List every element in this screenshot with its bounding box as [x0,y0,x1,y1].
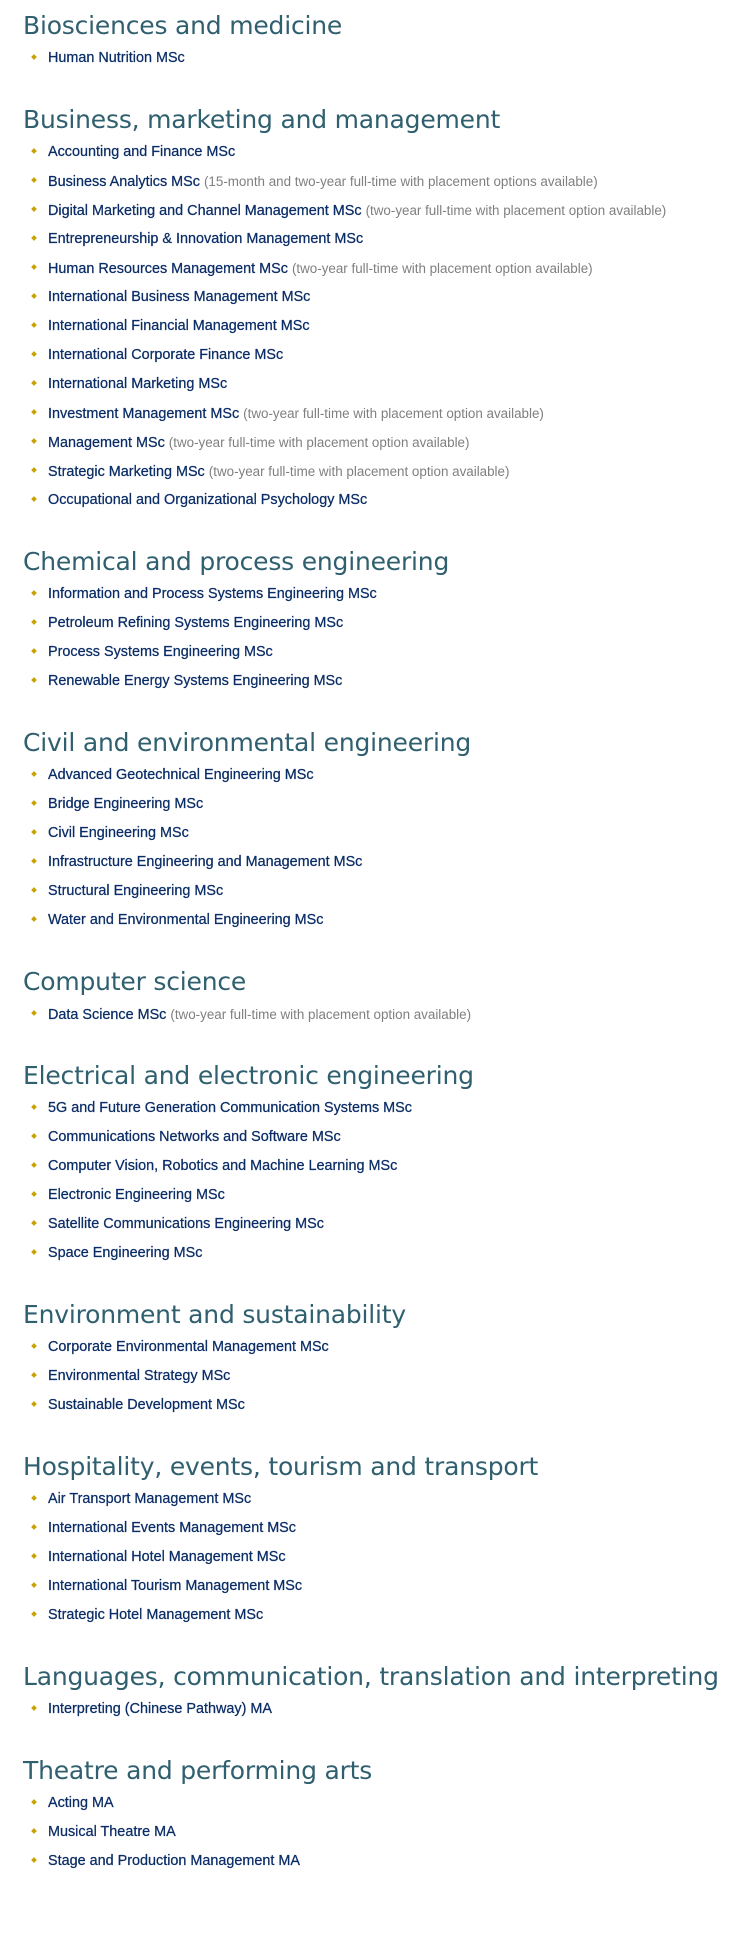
course-list-item [23,1514,755,1543]
course-list-item [23,1847,755,1876]
diamond-bullet-icon [31,1553,37,1559]
course-link[interactable]: Management MSc [48,435,165,451]
subject-section [23,8,755,73]
diamond-bullet-icon [31,916,37,922]
course-link[interactable]: Infrastructure Engineering and Management MSc [48,854,363,870]
course-list-item [23,877,755,906]
course-note: (two-year full-time with placement option available) [170,1007,472,1022]
course-list-item [23,1572,755,1601]
course-link[interactable]: Computer Vision, Robotics and Machine Learning MSc [48,1158,398,1174]
diamond-bullet-icon [31,467,37,473]
course-note: (two-year full-time with placement option available) [365,203,667,218]
course-list [23,1094,755,1268]
course-list-item [23,848,755,877]
diamond-bullet-icon [31,380,37,386]
diamond-bullet-icon [31,1133,37,1139]
course-list [23,761,755,935]
course-link[interactable]: Satellite Communications Engineering MSc [48,1216,324,1232]
course-link[interactable]: Data Science MSc [48,1007,167,1023]
course-list-item [23,1391,755,1420]
section-heading: Environment and sustainability [23,1300,406,1329]
course-link[interactable]: Communications Networks and Software MSc [48,1129,341,1145]
course-link[interactable]: International Tourism Management MSc [48,1578,303,1594]
course-link[interactable]: Digital Marketing and Channel Management MSc [48,203,362,219]
course-list-item [23,283,755,312]
subject-section [23,964,755,1029]
section-heading: Theatre and performing arts [23,1756,373,1785]
course-link[interactable]: Civil Engineering MSc [48,825,189,841]
course-list [23,1789,755,1876]
diamond-bullet-icon [31,1372,37,1378]
course-link[interactable]: Electronic Engineering MSc [48,1187,225,1203]
course-link[interactable]: 5G and Future Generation Communication Systems MSc [48,1100,412,1116]
course-list-item [23,1239,755,1268]
course-link[interactable]: Air Transport Management MSc [48,1491,252,1507]
course-link[interactable]: Strategic Hotel Management MSc [48,1607,264,1623]
course-list-item [23,1094,755,1123]
course-list-item [23,44,755,73]
course-link[interactable]: Entrepreneurship & Innovation Management MSc [48,231,364,247]
subject-section [23,1753,755,1876]
course-list [23,1695,755,1724]
course-link[interactable]: Sustainable Development MSc [48,1397,245,1413]
course-link[interactable]: Structural Engineering MSc [48,883,224,899]
course-list-item [23,580,755,609]
section-heading: Electrical and electronic engineering [23,1061,474,1090]
course-list-item [23,1601,755,1630]
course-list-item [23,138,755,167]
diamond-bullet-icon [31,1524,37,1530]
diamond-bullet-icon [31,206,37,212]
course-list-item [23,1181,755,1210]
course-link[interactable]: Renewable Energy Systems Engineering MSc [48,673,343,689]
diamond-bullet-icon [31,1162,37,1168]
course-list [23,138,755,515]
section-heading: Computer science [23,967,247,996]
diamond-bullet-icon [31,1828,37,1834]
subject-section [23,1659,755,1724]
course-list [23,44,755,73]
course-list-item [23,819,755,848]
course-note: (two-year full-time with placement option available) [291,261,593,276]
diamond-bullet-icon [31,1249,37,1255]
course-list-item [23,906,755,935]
course-list-item [23,1210,755,1239]
course-list-item [23,1485,755,1514]
diamond-bullet-icon [31,590,37,596]
diamond-bullet-icon [31,293,37,299]
course-link[interactable]: International Business Management MSc [48,289,311,305]
course-list-item [23,790,755,819]
diamond-bullet-icon [31,1799,37,1805]
diamond-bullet-icon [31,177,37,183]
diamond-bullet-icon [31,54,37,60]
diamond-bullet-icon [31,1611,37,1617]
diamond-bullet-icon [31,351,37,357]
course-list [23,1000,755,1029]
diamond-bullet-icon [31,496,37,502]
course-list-item [23,638,755,667]
course-link[interactable]: Water and Environmental Engineering MSc [48,912,324,928]
section-heading: Chemical and process engineering [23,547,450,576]
course-list-item [23,1152,755,1181]
diamond-bullet-icon [31,677,37,683]
course-list-item [23,370,755,399]
course-link[interactable]: Business Analytics MSc [48,174,200,190]
section-heading: Hospitality, events, tourism and transport [23,1452,539,1481]
course-link[interactable]: Petroleum Refining Systems Engineering MSc [48,615,344,631]
course-note: (two-year full-time with placement option available) [208,464,510,479]
course-link[interactable]: Advanced Geotechnical Engineering MSc [48,767,314,783]
diamond-bullet-icon [31,264,37,270]
course-list-item [23,312,755,341]
course-list [23,580,755,696]
course-list [23,1485,755,1630]
diamond-bullet-icon [31,409,37,415]
course-list-item [23,457,755,486]
course-list-item [23,341,755,370]
course-list-item [23,167,755,196]
subject-section [23,544,755,696]
course-link[interactable]: Occupational and Organizational Psychology MSc [48,492,368,508]
course-link[interactable]: Investment Management MSc [48,406,240,422]
course-list-item [23,1695,755,1724]
course-link[interactable]: Acting MA [48,1795,114,1811]
course-list-item [23,399,755,428]
section-heading: Biosciences and medicine [23,11,343,40]
subject-section [23,1058,755,1268]
course-link[interactable]: Corporate Environmental Management MSc [48,1339,329,1355]
course-note: (two-year full-time with placement option available) [168,435,470,450]
diamond-bullet-icon [31,1495,37,1501]
diamond-bullet-icon [31,1401,37,1407]
course-note: (15-month and two-year full-time with placement options available) [203,174,598,189]
diamond-bullet-icon [31,322,37,328]
course-list-item [23,254,755,283]
course-list-item [23,609,755,638]
course-list-item [23,667,755,696]
course-link[interactable]: Musical Theatre MA [48,1824,176,1840]
course-list-item [23,761,755,790]
course-list-item [23,1000,755,1029]
course-link[interactable]: International Financial Management MSc [48,318,310,334]
course-link[interactable]: International Corporate Finance MSc [48,347,284,363]
course-note: (two-year full-time with placement option available) [243,406,544,421]
course-list-item [23,428,755,457]
diamond-bullet-icon [31,771,37,777]
course-link[interactable]: Environmental Strategy MSc [48,1368,231,1384]
subject-section [23,725,755,935]
diamond-bullet-icon [31,887,37,893]
course-link[interactable]: Information and Process Systems Engineering MSc [48,586,377,602]
diamond-bullet-icon [31,1191,37,1197]
course-link[interactable]: International Marketing MSc [48,376,228,392]
course-list-item [23,1362,755,1391]
course-link[interactable]: Process Systems Engineering MSc [48,644,273,660]
subject-section [23,102,755,515]
course-list-item [23,1789,755,1818]
course-link[interactable]: Accounting and Finance MSc [48,144,236,160]
course-link[interactable]: Space Engineering MSc [48,1245,203,1261]
course-list [23,1333,755,1420]
course-link[interactable]: Stage and Production Management MA [48,1853,300,1869]
subject-section [23,1449,755,1630]
course-link[interactable]: Human Resources Management MSc [48,261,288,277]
diamond-bullet-icon [31,1104,37,1110]
course-list-item [23,196,755,225]
course-list-item [23,1333,755,1362]
course-list-item [23,486,755,515]
diamond-bullet-icon [31,1705,37,1711]
diamond-bullet-icon [31,829,37,835]
diamond-bullet-icon [31,648,37,654]
course-link[interactable]: Strategic Marketing MSc [48,464,205,480]
diamond-bullet-icon [31,438,37,444]
course-link[interactable]: International Hotel Management MSc [48,1549,286,1565]
course-list-item [23,225,755,254]
subject-section [23,1297,755,1420]
section-heading: Civil and environmental engineering [23,728,472,757]
diamond-bullet-icon [31,1220,37,1226]
section-heading: Languages, communication, translation and interpreting [23,1662,719,1691]
course-list-item [23,1818,755,1847]
diamond-bullet-icon [31,619,37,625]
diamond-bullet-icon [31,800,37,806]
diamond-bullet-icon [31,1343,37,1349]
diamond-bullet-icon [31,1857,37,1863]
course-link[interactable]: Human Nutrition MSc [48,50,185,66]
course-link[interactable]: Interpreting (Chinese Pathway) MA [48,1701,272,1717]
diamond-bullet-icon [31,235,37,241]
section-heading: Business, marketing and management [23,105,501,134]
diamond-bullet-icon [31,148,37,154]
diamond-bullet-icon [31,858,37,864]
diamond-bullet-icon [31,1582,37,1588]
course-link[interactable]: International Events Management MSc [48,1520,296,1536]
course-list-item [23,1123,755,1152]
course-list-item [23,1543,755,1572]
course-link[interactable]: Bridge Engineering MSc [48,796,204,812]
diamond-bullet-icon [31,1010,37,1016]
